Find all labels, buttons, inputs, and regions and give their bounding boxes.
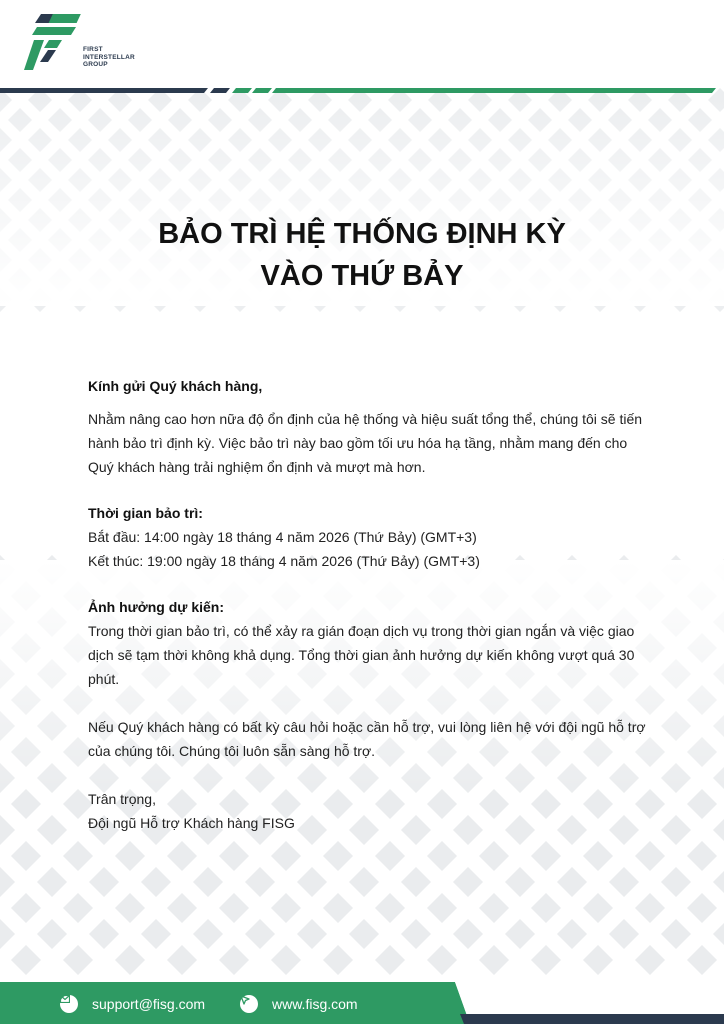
footer-website[interactable] (240, 995, 358, 1013)
impact-heading: Ảnh hưởng dự kiến: (88, 599, 224, 615)
schedule-end: Kết thúc: 19:00 ngày 18 tháng 4 năm 2026 (Thứ Bảy) (GMT+3) (88, 553, 480, 569)
cursor-icon (240, 995, 258, 1013)
intro-paragraph: Nhằm nâng cao hơn nữa độ ổn định của hệ thống và hiệu suất tổng thể, chúng tôi sẽ tiến hành bảo trì định kỳ. Việc bảo trì này bao gồm tối ưu hóa hạ tầng, nhằm mang đến cho Quý khách hàng trải nghiệm ổn định và mượt mà hơn. (88, 411, 643, 475)
greeting: Kính gửi Quý khách hàng, (88, 378, 263, 394)
schedule-start: Bắt đầu: 14:00 ngày 18 tháng 4 năm 2026 (Thứ Bảy) (GMT+3) (88, 529, 477, 545)
logo-line: INTERSTELLAR (83, 53, 135, 61)
footer-email[interactable] (60, 995, 205, 1013)
signature: Đội ngũ Hỗ trợ Khách hàng FISG (88, 815, 295, 831)
website-link[interactable]: www.fisg.com (272, 996, 358, 1012)
logo-line: FIRST (83, 46, 103, 53)
title-line-1: BẢO TRÌ HỆ THỐNG ĐỊNH KỲ (158, 218, 566, 250)
closing: Trân trọng, (88, 791, 156, 807)
schedule-heading: Thời gian bảo trì: (88, 505, 203, 521)
email-link[interactable]: support@fisg.com (92, 996, 206, 1012)
impact-paragraph: Trong thời gian bảo trì, có thể xảy ra gián đoạn dịch vụ trong thời gian ngắn và việc giao dịch sẽ tạm thời không khả dụng. Tổng thời gian ảnh hưởng dự kiến không vượt quá 30 phút. (88, 623, 635, 687)
mail-icon (60, 995, 78, 1013)
contact-paragraph: Nếu Quý khách hàng có bất kỳ câu hỏi hoặc cần hỗ trợ, vui lòng liên hệ với đội ngũ hỗ trợ của chúng tôi. Chúng tôi luôn sẵn sàng hỗ trợ. (88, 719, 646, 759)
logo-text (83, 46, 135, 69)
logo-line: GROUP (83, 61, 108, 68)
page-title (0, 213, 724, 297)
title-line-2: VÀO THỨ BẢY (260, 260, 464, 292)
footer (0, 982, 724, 1024)
letter-body (88, 374, 648, 835)
header-divider (0, 84, 724, 96)
logo-mark-icon (24, 14, 82, 72)
company-logo (24, 14, 154, 72)
